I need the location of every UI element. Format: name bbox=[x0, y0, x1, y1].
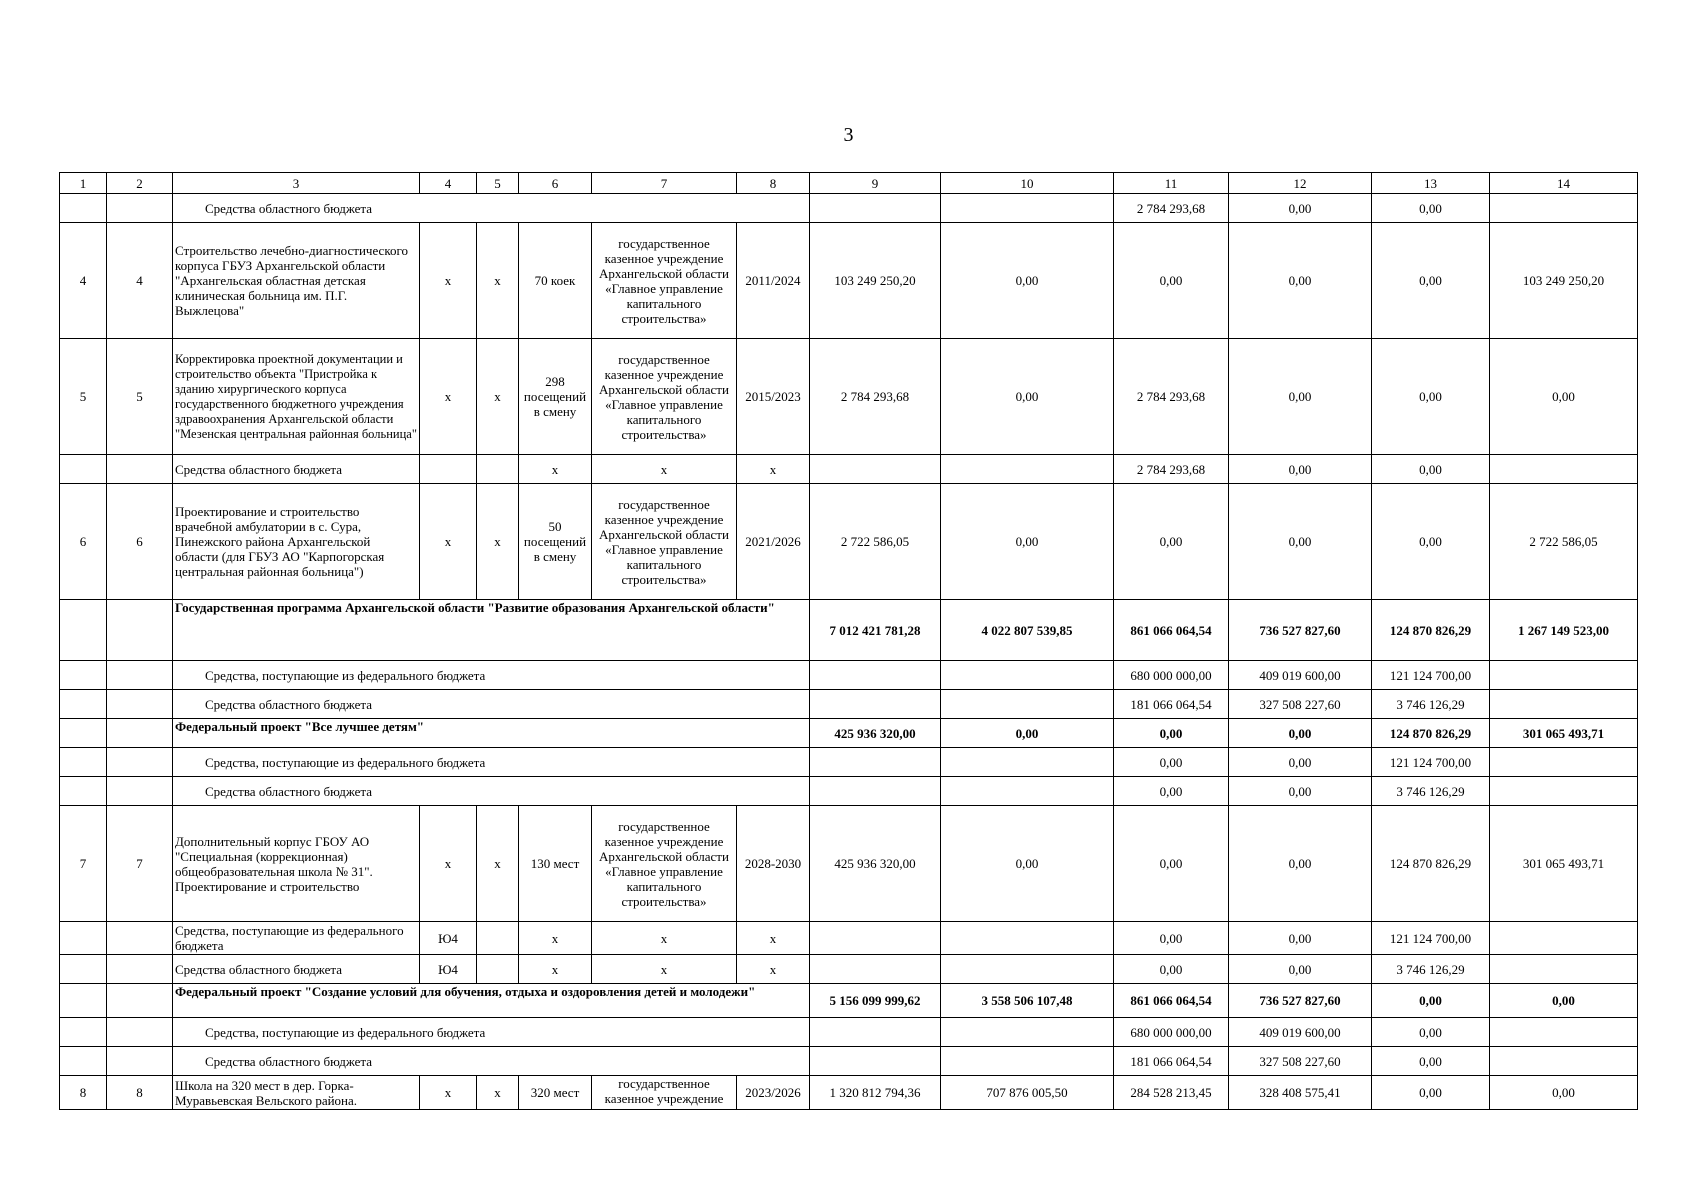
cell-c13: 3 746 126,29 bbox=[1372, 955, 1490, 984]
table-row bbox=[60, 690, 1638, 719]
cell-c4: х bbox=[420, 223, 477, 339]
table-row bbox=[60, 748, 1638, 777]
cell-c13: 0,00 bbox=[1372, 1047, 1490, 1076]
cell-c6: х bbox=[519, 922, 592, 955]
cell-c12: 736 527 827,60 bbox=[1229, 984, 1372, 1018]
cell-c11: 0,00 bbox=[1114, 955, 1229, 984]
table-row bbox=[60, 1047, 1638, 1076]
cell-c10: 0,00 bbox=[941, 484, 1114, 600]
program-title: Государственная программа Архангельской области "Развитие образования Архангельской области" bbox=[173, 600, 810, 661]
cell-c12: 0,00 bbox=[1229, 223, 1372, 339]
table-row bbox=[60, 1076, 1638, 1110]
row-number: 4 bbox=[60, 223, 107, 339]
cell-c9: 425 936 320,00 bbox=[810, 719, 941, 748]
col-header: 8 bbox=[737, 173, 810, 194]
cell-code: Ю4 bbox=[420, 955, 477, 984]
cell-c5: х bbox=[477, 484, 519, 600]
row-number: 7 bbox=[60, 806, 107, 922]
row-label: Средства областного бюджета bbox=[173, 690, 810, 719]
col-header: 12 bbox=[1229, 173, 1372, 194]
table-row bbox=[60, 455, 1638, 484]
cell-customer: государственное казенное учреждение Архангельской области «Главное управление капитального строительства» bbox=[592, 223, 737, 339]
object-name: Проектирование и строительство врачебной амбулатории в с. Сура, Пинежского района Архангельской области (для ГБУЗ АО "Карпогорская центральная районная больница") bbox=[173, 484, 420, 600]
object-name: Дополнительный корпус ГБОУ АО "Специальная (коррекционная) общеобразовательная школа № 31". Проектирование и строительство bbox=[173, 806, 420, 922]
cell-c12: 0,00 bbox=[1229, 339, 1372, 455]
row-number: 8 bbox=[107, 1076, 173, 1110]
row-label: Средства, поступающие из федерального бюджета bbox=[173, 748, 810, 777]
object-name: Корректировка проектной документации и строительство объекта "Пристройка к зданию хирургического корпуса государственного бюджетного учреждения здравоохранения Архангельской области "Мезенская центральная районная больница" bbox=[173, 339, 420, 455]
cell-c12: 328 408 575,41 bbox=[1229, 1076, 1372, 1110]
object-name: Строительство лечебно-диагностического корпуса ГБУЗ Архангельской области "Архангельская областная детская клиническая больница им. П.Г. Выжлецова" bbox=[173, 223, 420, 339]
cell-c11: 0,00 bbox=[1114, 922, 1229, 955]
cell-c14: 301 065 493,71 bbox=[1490, 806, 1638, 922]
cell-c9: 103 249 250,20 bbox=[810, 223, 941, 339]
row-number: 5 bbox=[60, 339, 107, 455]
col-header: 10 bbox=[941, 173, 1114, 194]
cell-c7: х bbox=[592, 922, 737, 955]
row-number: 4 bbox=[107, 223, 173, 339]
col-header: 13 bbox=[1372, 173, 1490, 194]
cell-c13: 0,00 bbox=[1372, 1018, 1490, 1047]
cell-c12: 0,00 bbox=[1229, 194, 1372, 223]
col-header: 3 bbox=[173, 173, 420, 194]
row-label: Средства областного бюджета bbox=[173, 1047, 810, 1076]
cell-c10: 3 558 506 107,48 bbox=[941, 984, 1114, 1018]
cell-c7: х bbox=[592, 955, 737, 984]
cell-c12: 0,00 bbox=[1229, 922, 1372, 955]
cell-c9: 5 156 099 999,62 bbox=[810, 984, 941, 1018]
cell-c6: х bbox=[519, 955, 592, 984]
cell-c14: 0,00 bbox=[1490, 984, 1638, 1018]
table-row bbox=[60, 484, 1638, 600]
project-title: Федеральный проект "Создание условий для обучения, отдыха и оздоровления детей и молодежи" bbox=[173, 984, 810, 1018]
cell-c12: 0,00 bbox=[1229, 955, 1372, 984]
col-header: 4 bbox=[420, 173, 477, 194]
cell-c12: 409 019 600,00 bbox=[1229, 1018, 1372, 1047]
cell-c9: 7 012 421 781,28 bbox=[810, 600, 941, 661]
cell-c10: 0,00 bbox=[941, 719, 1114, 748]
table-row bbox=[60, 806, 1638, 922]
cell-c11: 2 784 293,68 bbox=[1114, 339, 1229, 455]
cell-c13: 121 124 700,00 bbox=[1372, 661, 1490, 690]
table-row bbox=[60, 194, 1638, 223]
cell-c10: 707 876 005,50 bbox=[941, 1076, 1114, 1110]
cell-customer: государственное казенное учреждение bbox=[592, 1076, 737, 1110]
cell-c13: 3 746 126,29 bbox=[1372, 777, 1490, 806]
cell-c11: 181 066 064,54 bbox=[1114, 1047, 1229, 1076]
cell-c13: 121 124 700,00 bbox=[1372, 922, 1490, 955]
cell-c12: 0,00 bbox=[1229, 484, 1372, 600]
cell-c11: 0,00 bbox=[1114, 484, 1229, 600]
cell-period: 2023/2026 bbox=[737, 1076, 810, 1110]
cell-c13: 121 124 700,00 bbox=[1372, 748, 1490, 777]
cell-c13: 0,00 bbox=[1372, 1076, 1490, 1110]
cell-capacity: 130 мест bbox=[519, 806, 592, 922]
cell-customer: государственное казенное учреждение Архангельской области «Главное управление капитального строительства» bbox=[592, 806, 737, 922]
cell-c11: 861 066 064,54 bbox=[1114, 984, 1229, 1018]
cell-c4: х bbox=[420, 806, 477, 922]
cell-customer: государственное казенное учреждение Архангельской области «Главное управление капитального строительства» bbox=[592, 484, 737, 600]
cell-c4: х bbox=[420, 1076, 477, 1110]
cell-c12: 0,00 bbox=[1229, 777, 1372, 806]
cell-c11: 2 784 293,68 bbox=[1114, 194, 1229, 223]
col-header: 7 bbox=[592, 173, 737, 194]
cell-c14: 2 722 586,05 bbox=[1490, 484, 1638, 600]
cell-period: 2011/2024 bbox=[737, 223, 810, 339]
cell-c10: 0,00 bbox=[941, 806, 1114, 922]
cell-c14: 0,00 bbox=[1490, 1076, 1638, 1110]
cell-c12: 327 508 227,60 bbox=[1229, 690, 1372, 719]
row-label: Средства областного бюджета bbox=[173, 455, 420, 484]
cell-c11: 0,00 bbox=[1114, 748, 1229, 777]
page-number: 3 bbox=[843, 124, 854, 146]
cell-period: 2015/2023 bbox=[737, 339, 810, 455]
row-number: 8 bbox=[60, 1076, 107, 1110]
table-row bbox=[60, 777, 1638, 806]
cell-c8: х bbox=[737, 922, 810, 955]
object-name: Школа на 320 мест в дер. Горка-Муравьевская Вельского района. bbox=[173, 1076, 420, 1110]
cell-c11: 861 066 064,54 bbox=[1114, 600, 1229, 661]
col-header: 9 bbox=[810, 173, 941, 194]
cell-c13: 0,00 bbox=[1372, 223, 1490, 339]
cell-c14: 0,00 bbox=[1490, 339, 1638, 455]
row-label: Средства, поступающие из федерального бюджета bbox=[173, 661, 810, 690]
cell-c14: 103 249 250,20 bbox=[1490, 223, 1638, 339]
table-row bbox=[60, 661, 1638, 690]
table-row bbox=[60, 955, 1638, 984]
cell-c14: 301 065 493,71 bbox=[1490, 719, 1638, 748]
cell-c13: 0,00 bbox=[1372, 339, 1490, 455]
cell-c10: 0,00 bbox=[941, 223, 1114, 339]
cell-c12: 0,00 bbox=[1229, 455, 1372, 484]
col-header: 5 bbox=[477, 173, 519, 194]
cell-c11: 680 000 000,00 bbox=[1114, 1018, 1229, 1047]
cell-c11: 680 000 000,00 bbox=[1114, 661, 1229, 690]
cell-c12: 0,00 bbox=[1229, 806, 1372, 922]
cell-c10: 4 022 807 539,85 bbox=[941, 600, 1114, 661]
cell-c13: 0,00 bbox=[1372, 984, 1490, 1018]
project-title: Федеральный проект "Все лучшее детям" bbox=[173, 719, 810, 748]
cell-c8: х bbox=[737, 955, 810, 984]
table-row bbox=[60, 984, 1638, 1018]
cell-period: 2028-2030 bbox=[737, 806, 810, 922]
cell-c12: 736 527 827,60 bbox=[1229, 600, 1372, 661]
col-header: 6 bbox=[519, 173, 592, 194]
cell-c9: 425 936 320,00 bbox=[810, 806, 941, 922]
cell-capacity: 298 посещений в смену bbox=[519, 339, 592, 455]
cell-c13: 124 870 826,29 bbox=[1372, 600, 1490, 661]
cell-c11: 2 784 293,68 bbox=[1114, 455, 1229, 484]
col-header: 14 bbox=[1490, 173, 1638, 194]
cell-c4: х bbox=[420, 339, 477, 455]
cell-c11: 0,00 bbox=[1114, 777, 1229, 806]
row-number: 6 bbox=[60, 484, 107, 600]
col-header: 2 bbox=[107, 173, 173, 194]
table-row bbox=[60, 922, 1638, 955]
cell-c9: 2 722 586,05 bbox=[810, 484, 941, 600]
cell-capacity: 50 посещений в смену bbox=[519, 484, 592, 600]
table-row bbox=[60, 719, 1638, 748]
table-row bbox=[60, 600, 1638, 661]
cell-c14: 1 267 149 523,00 bbox=[1490, 600, 1638, 661]
cell-period: 2021/2026 bbox=[737, 484, 810, 600]
cell-c13: 3 746 126,29 bbox=[1372, 690, 1490, 719]
cell-c13: 124 870 826,29 bbox=[1372, 806, 1490, 922]
cell-c12: 0,00 bbox=[1229, 719, 1372, 748]
table-row bbox=[60, 223, 1638, 339]
row-label: Средства областного бюджета bbox=[173, 955, 420, 984]
cell-c13: 124 870 826,29 bbox=[1372, 719, 1490, 748]
row-number: 6 bbox=[107, 484, 173, 600]
column-number-row bbox=[60, 173, 1638, 194]
cell-c5: х bbox=[477, 223, 519, 339]
table-row bbox=[60, 339, 1638, 455]
row-number: 5 bbox=[107, 339, 173, 455]
cell-c5: х bbox=[477, 806, 519, 922]
cell-c6: х bbox=[519, 455, 592, 484]
cell-c13: 0,00 bbox=[1372, 484, 1490, 600]
cell-c4: х bbox=[420, 484, 477, 600]
row-label: Средства областного бюджета bbox=[173, 777, 810, 806]
row-number: 7 bbox=[107, 806, 173, 922]
budget-table bbox=[59, 172, 1638, 1110]
cell-c5: х bbox=[477, 1076, 519, 1110]
cell-c13: 0,00 bbox=[1372, 455, 1490, 484]
cell-c11: 0,00 bbox=[1114, 719, 1229, 748]
cell-c5: х bbox=[477, 339, 519, 455]
cell-c8: х bbox=[737, 455, 810, 484]
cell-c12: 409 019 600,00 bbox=[1229, 661, 1372, 690]
cell-code: Ю4 bbox=[420, 922, 477, 955]
cell-c12: 327 508 227,60 bbox=[1229, 1047, 1372, 1076]
cell-c11: 284 528 213,45 bbox=[1114, 1076, 1229, 1110]
col-header: 11 bbox=[1114, 173, 1229, 194]
cell-customer: государственное казенное учреждение Архангельской области «Главное управление капитального строительства» bbox=[592, 339, 737, 455]
col-header: 1 bbox=[60, 173, 107, 194]
cell-c11: 0,00 bbox=[1114, 223, 1229, 339]
cell-c11: 0,00 bbox=[1114, 806, 1229, 922]
cell-capacity: 320 мест bbox=[519, 1076, 592, 1110]
cell-c13: 0,00 bbox=[1372, 194, 1490, 223]
cell-c9: 2 784 293,68 bbox=[810, 339, 941, 455]
row-label: Средства, поступающие из федерального бюджета bbox=[173, 922, 420, 955]
cell-capacity: 70 коек bbox=[519, 223, 592, 339]
cell-c11: 181 066 064,54 bbox=[1114, 690, 1229, 719]
row-label: Средства областного бюджета bbox=[173, 194, 810, 223]
table-row bbox=[60, 1018, 1638, 1047]
cell-c9: 1 320 812 794,36 bbox=[810, 1076, 941, 1110]
cell-c10: 0,00 bbox=[941, 339, 1114, 455]
row-label: Средства, поступающие из федерального бюджета bbox=[173, 1018, 810, 1047]
cell-c12: 0,00 bbox=[1229, 748, 1372, 777]
cell-c7: х bbox=[592, 455, 737, 484]
